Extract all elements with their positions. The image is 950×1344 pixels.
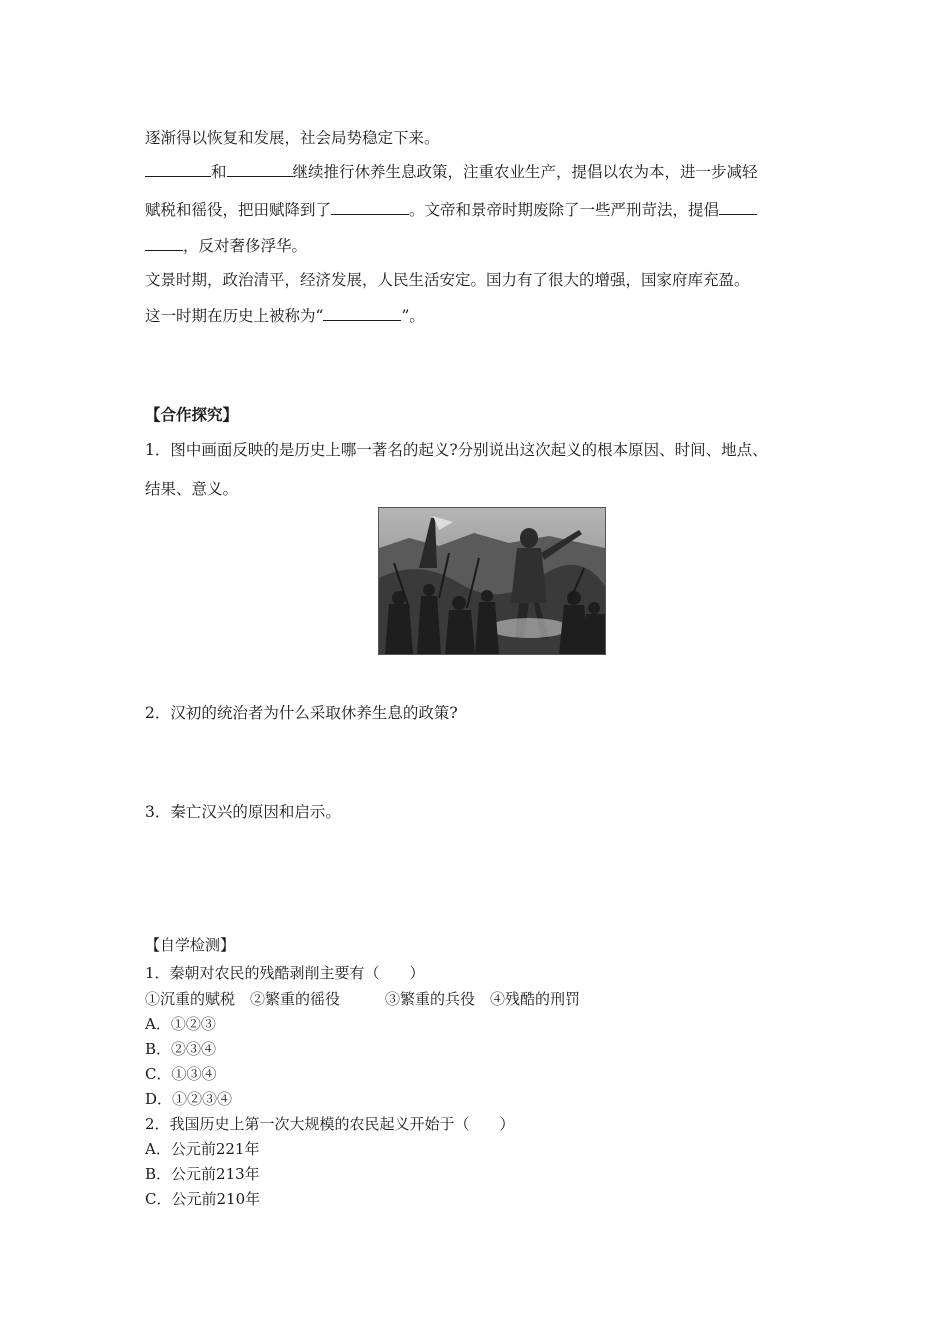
cooperative-q3: 3．秦亡汉兴的原因和启示。 [145,803,341,821]
blank-tax-rate[interactable] [331,200,409,215]
selftest-q1: 1．秦朝对农民的残酷剥削主要有（ ） [145,964,425,982]
selftest-q1-option-a[interactable]: A．①②③ [145,1015,216,1033]
intro-text: ，反对奢侈浮华。 [183,237,308,255]
blank-emperor-2[interactable] [227,162,293,177]
selftest-q1-option-b[interactable]: B．②③④ [145,1040,217,1058]
selftest-heading: 【自学检测】 [145,936,236,954]
intro-line-5 [145,270,750,290]
intro-text: 文景时期，政治清平，经济发展，人民生活安定。国力有了很大的增强，国家府库充盈。 [145,271,750,289]
intro-line-3 [145,200,757,220]
blank-emperor-1[interactable] [145,162,211,177]
cooperative-q2: 2．汉初的统治者为什么采取休养生息的政策? [145,704,458,722]
intro-text: ”。 [401,307,425,325]
intro-text: 和 [211,163,227,181]
intro-line-4 [145,236,307,256]
intro-text: 继续推行休养生息政策，注重农业生产，提倡以农为本，进一步减轻 [292,163,758,181]
intro-text: 赋税和徭役，把田赋降到了 [145,201,332,219]
blank-era-name[interactable] [323,306,401,321]
selftest-q2-option-b[interactable]: B．公元前213年 [145,1165,260,1183]
cooperative-q1-line-2: 结果、意义。 [145,480,239,498]
cooperative-heading: 【合作探究】 [145,405,239,424]
selftest-q2: 2．我国历史上第一次大规模的农民起义开始于（ ） [145,1115,515,1133]
blank-advocate-2[interactable] [145,236,183,251]
intro-text: 这一时期在历史上被称为“ [145,307,324,325]
cooperative-q1-line-1: 1．图中画面反映的是历史上哪一著名的起义?分别说出这次起义的根本原因、时间、地点、 [145,441,768,459]
intro-line-1 [145,128,440,148]
selftest-q2-option-a[interactable]: A．公元前221年 [145,1140,260,1158]
uprising-illustration [378,507,606,655]
selftest-q1-option-d[interactable]: D．①②③④ [145,1090,233,1108]
intro-text: 逐渐得以恢复和发展，社会局势稳定下来。 [145,129,440,147]
blank-advocate-1[interactable] [719,200,757,215]
selftest-q1-items: ①沉重的赋税 ②繁重的徭役 ③繁重的兵役 ④残酷的刑罚 [145,990,581,1008]
intro-line-2 [145,162,758,182]
selftest-q2-option-c[interactable]: C．公元前210年 [145,1190,261,1208]
selftest-q1-option-c[interactable]: C．①③④ [145,1065,217,1083]
intro-line-6 [145,306,425,326]
intro-text: 。文帝和景帝时期废除了一些严刑苛法，提倡 [409,201,720,219]
